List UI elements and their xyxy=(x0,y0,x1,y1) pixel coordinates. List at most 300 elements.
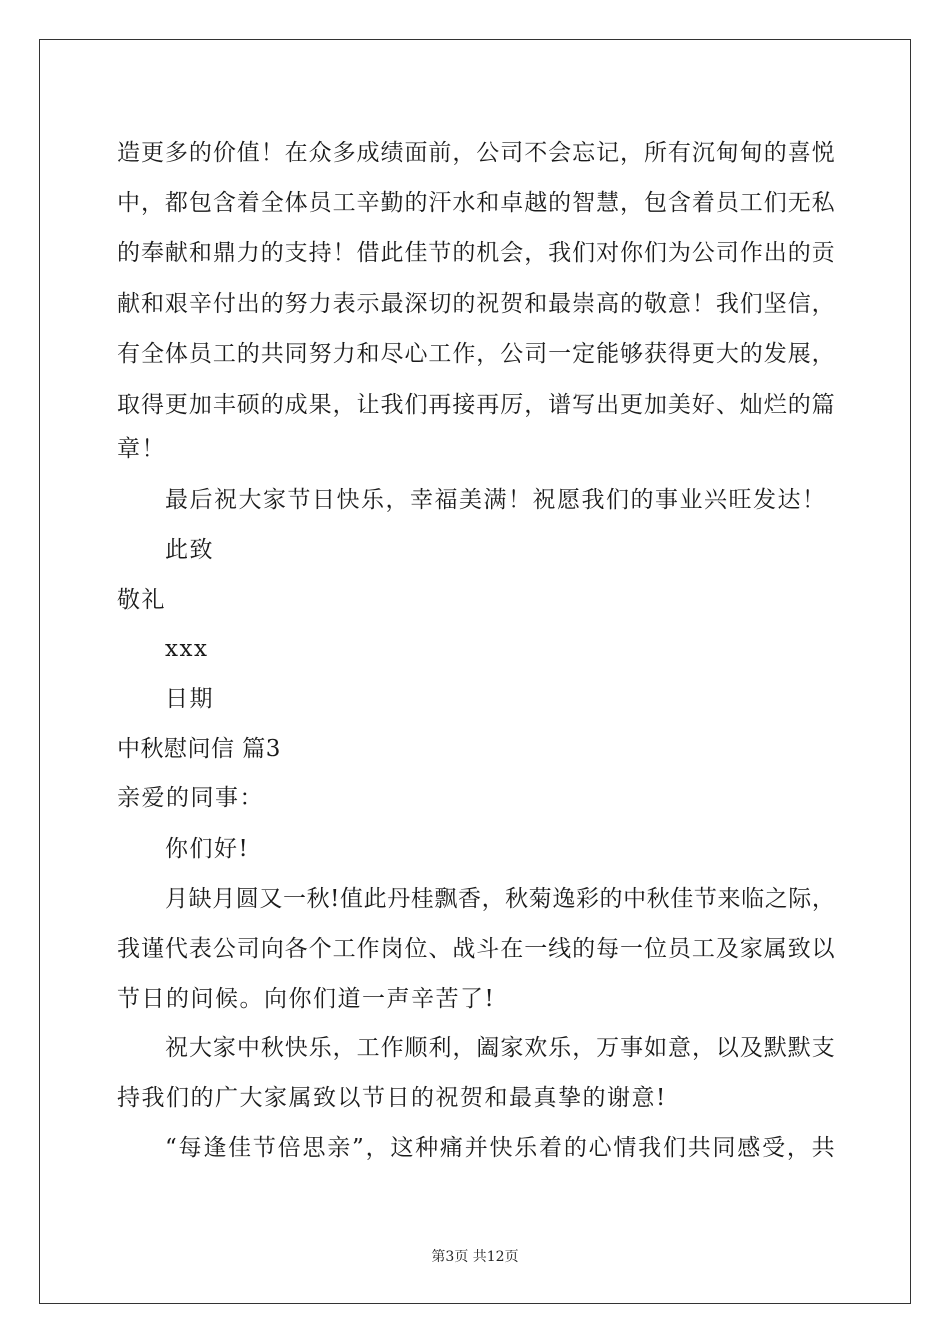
text-char: 不 xyxy=(524,140,548,166)
text-char: 展 xyxy=(787,341,811,367)
text-char: 的 xyxy=(260,392,284,418)
text-char: 灿 xyxy=(739,392,763,418)
text-char: 发 xyxy=(763,341,787,367)
text-line xyxy=(165,1032,835,1064)
text-char: 、 xyxy=(715,392,739,418)
text-char: 有 xyxy=(667,140,691,166)
text-char: ” xyxy=(352,1135,364,1161)
text-char: 菊 xyxy=(528,886,552,912)
text-char: 位 xyxy=(643,936,667,962)
text-char: 持 xyxy=(308,240,332,266)
text-char: 欢 xyxy=(524,1035,548,1061)
text-char: 心 xyxy=(404,341,428,367)
text-char: ， xyxy=(811,291,835,317)
text-char: 员 xyxy=(308,190,332,216)
greeting-hello: 你们好! xyxy=(165,836,250,862)
text-char: 同 xyxy=(712,1135,736,1161)
text-line: 持我们的广大家属致以节日的祝贺和最真挚的谢意! xyxy=(117,1085,667,1111)
text-char: 每 xyxy=(178,1135,202,1161)
text-char: ！ xyxy=(691,291,715,317)
text-char: 每 xyxy=(596,936,620,962)
text-char: 让 xyxy=(356,392,380,418)
text-char: 坚 xyxy=(763,291,787,317)
text-char: 谨 xyxy=(140,936,164,962)
text-char: 加 xyxy=(643,392,667,418)
text-char: 我 xyxy=(715,291,739,317)
text-char: ， xyxy=(786,1135,810,1161)
text-char: 的 xyxy=(117,240,140,266)
text-char: ！ xyxy=(260,140,284,166)
text-char: 节 xyxy=(252,1135,276,1161)
text-char: 一 xyxy=(620,936,644,962)
text-char: 成 xyxy=(356,140,380,166)
text-char: ， xyxy=(524,392,548,418)
text-char: 我 xyxy=(548,240,572,266)
text-char: 圆 xyxy=(235,886,259,912)
text-char: 尽 xyxy=(380,341,404,367)
text-char: 秋 xyxy=(306,886,330,912)
text-char: 的 xyxy=(452,240,476,266)
text-char: 的 xyxy=(572,936,596,962)
text-char: ， xyxy=(332,392,356,418)
text-char: 香 xyxy=(457,886,481,912)
text-char: ， xyxy=(620,140,644,166)
text-char: 得 xyxy=(140,392,164,418)
text-char: 造 xyxy=(117,140,140,166)
text-char: 顺 xyxy=(404,1035,428,1061)
text-char: 佳 xyxy=(670,886,694,912)
text-char: 快 xyxy=(284,1035,308,1061)
text-char: 深 xyxy=(404,291,428,317)
text-char: 佳 xyxy=(404,240,428,266)
text-char: 作 xyxy=(380,1035,404,1061)
text-char: 付 xyxy=(212,291,236,317)
text-char: 一 xyxy=(282,886,306,912)
text-line xyxy=(165,1132,835,1164)
text-char: 的 xyxy=(599,886,623,912)
text-char: 节 xyxy=(693,886,717,912)
text-char: 以 xyxy=(811,936,835,962)
text-char: 桂 xyxy=(410,886,434,912)
text-char: 乐 xyxy=(548,1035,572,1061)
text-char: 意 xyxy=(668,1035,692,1061)
text-char: 奉 xyxy=(140,240,164,266)
text-char: 努 xyxy=(308,341,332,367)
text-char: 再 xyxy=(428,392,452,418)
text-char: 多 xyxy=(164,140,188,166)
text-char: 取 xyxy=(117,392,140,418)
text-char: 悦 xyxy=(811,140,835,166)
text-char: 和 xyxy=(524,291,548,317)
text-char: 众 xyxy=(308,140,332,166)
text-char: 体 xyxy=(164,341,188,367)
text-char: 绩 xyxy=(380,140,404,166)
salutation-cizhi: 此致 xyxy=(165,537,214,563)
text-char: 意 xyxy=(667,291,691,317)
text-char: 表 xyxy=(332,291,356,317)
text-char: 秋 xyxy=(505,886,529,912)
text-char: 月 xyxy=(212,886,236,912)
text-char: 乐 xyxy=(514,1135,538,1161)
text-char: 的 xyxy=(763,140,787,166)
text-char: 公 xyxy=(212,936,236,962)
text-char: 我 xyxy=(380,392,404,418)
text-char: 更 xyxy=(140,140,164,166)
text-char: 信 xyxy=(787,291,811,317)
text-char: 所 xyxy=(643,140,667,166)
text-char: 战 xyxy=(452,936,476,962)
text-char: 乐 xyxy=(308,1035,332,1061)
text-char: 汗 xyxy=(428,190,452,216)
text-char: 在 xyxy=(284,140,308,166)
text-char: 多 xyxy=(332,140,356,166)
text-char: 着 xyxy=(539,1135,563,1161)
text-char: 值 xyxy=(236,140,260,166)
text-char: 事 xyxy=(620,1035,644,1061)
text-char: 的 xyxy=(787,392,811,418)
text-char: 这 xyxy=(390,1135,414,1161)
text-char: 一 xyxy=(524,936,548,962)
text-char: 工 xyxy=(332,190,356,216)
text-char: 工 xyxy=(691,936,715,962)
text-char: 工 xyxy=(212,341,236,367)
text-char: 司 xyxy=(524,341,548,367)
text-char: 员 xyxy=(188,341,212,367)
text-char: 中 xyxy=(117,190,140,216)
text-char: 阖 xyxy=(476,1035,500,1061)
text-char: 的 xyxy=(563,1135,587,1161)
text-char: 力 xyxy=(332,341,356,367)
text-char: 秋 xyxy=(646,886,670,912)
text-char: 出 xyxy=(236,291,260,317)
text-char: “ xyxy=(165,1135,177,1161)
text-char: 值 xyxy=(340,886,363,912)
text-char: 的 xyxy=(452,291,476,317)
text-char: 成 xyxy=(284,392,308,418)
text-char: 各 xyxy=(284,936,308,962)
text-char: 思 xyxy=(302,1135,326,1161)
text-char: 作 xyxy=(739,240,763,266)
text-char: 的 xyxy=(236,341,260,367)
text-char: 和 xyxy=(476,190,500,216)
text-char: 默 xyxy=(787,1035,811,1061)
text-char: 甸 xyxy=(739,140,763,166)
text-char: 作 xyxy=(452,341,476,367)
text-char: 共 xyxy=(260,341,284,367)
text-char: 篇 xyxy=(811,392,835,418)
text-char: 着 xyxy=(236,190,260,216)
text-char: 再 xyxy=(476,392,500,418)
text-char: 司 xyxy=(500,140,524,166)
text-char: 临 xyxy=(741,886,765,912)
text-char: 共 xyxy=(811,1135,835,1161)
date-label: 日期 xyxy=(165,686,214,712)
text-char: ， xyxy=(481,886,505,912)
text-char: 我 xyxy=(638,1135,662,1161)
text-char: 缺 xyxy=(188,886,212,912)
text-char: 和 xyxy=(188,240,212,266)
text-char: 家 xyxy=(500,1035,524,1061)
text-char: 和 xyxy=(140,291,164,317)
text-char: 秋 xyxy=(260,1035,284,1061)
page-border xyxy=(39,39,911,1304)
text-char: 倍 xyxy=(277,1135,301,1161)
text-line xyxy=(117,137,835,169)
text-char: ， xyxy=(524,240,548,266)
text-char: 及 xyxy=(739,1035,763,1061)
text-char: 中 xyxy=(623,886,647,912)
text-char: 作 xyxy=(356,936,380,962)
text-char: 勤 xyxy=(380,190,404,216)
text-char: 大 xyxy=(715,341,739,367)
text-char: ， xyxy=(811,886,835,912)
text-char: 包 xyxy=(643,190,667,216)
text-char: 大 xyxy=(188,1035,212,1061)
text-char: 够 xyxy=(620,341,644,367)
text-char: 体 xyxy=(284,190,308,216)
text-char: 美 xyxy=(667,392,691,418)
text-char: 佳 xyxy=(228,1135,252,1161)
text-char: 忘 xyxy=(572,140,596,166)
text-char: 智 xyxy=(572,190,596,216)
text-char: ， xyxy=(452,1035,476,1061)
text-char: 着 xyxy=(691,190,715,216)
text-char: 的 xyxy=(260,291,284,317)
text-char: 鼎 xyxy=(212,240,236,266)
text-char: 利 xyxy=(428,1035,452,1061)
text-char: 一 xyxy=(548,341,572,367)
text-char: 为 xyxy=(667,240,691,266)
text-char: 共 xyxy=(687,1135,711,1161)
text-char: 代 xyxy=(164,936,188,962)
text-char: 获 xyxy=(643,341,667,367)
text-char: ， xyxy=(572,1035,596,1061)
text-char: 祝 xyxy=(165,1035,188,1061)
text-char: ， xyxy=(452,140,476,166)
text-char: 切 xyxy=(428,291,452,317)
text-char: 种 xyxy=(415,1135,439,1161)
text-char: 如 xyxy=(644,1035,668,1061)
text-char: 个 xyxy=(308,936,332,962)
text-char: 记 xyxy=(596,140,620,166)
text-char: 对 xyxy=(596,240,620,266)
text-char: 的 xyxy=(548,190,572,216)
text-char: 甸 xyxy=(715,140,739,166)
text-char: 力 xyxy=(308,291,332,317)
text-char: 含 xyxy=(212,190,236,216)
text-char: 受 xyxy=(762,1135,786,1161)
text-char: ， xyxy=(140,190,164,216)
text-char: 更 xyxy=(620,392,644,418)
text-char: 会 xyxy=(548,140,572,166)
text-char: 们 xyxy=(662,1135,686,1161)
text-char: 接 xyxy=(452,392,476,418)
text-char: 们 xyxy=(763,190,787,216)
text-char: 员 xyxy=(667,936,691,962)
text-char: 工 xyxy=(356,1035,380,1061)
text-char: 谱 xyxy=(548,392,572,418)
text-char: 们 xyxy=(739,291,763,317)
text-char: 示 xyxy=(356,291,380,317)
text-char: 逸 xyxy=(552,886,576,912)
text-char: 包 xyxy=(188,190,212,216)
text-char: 公 xyxy=(500,341,524,367)
text-char: 更 xyxy=(691,341,715,367)
text-char: 沉 xyxy=(691,140,715,166)
text-char: 辛 xyxy=(188,291,212,317)
text-char: 定 xyxy=(572,341,596,367)
signature: xxx xyxy=(165,636,209,662)
section-title: 中秋慰问信 篇3 xyxy=(117,736,281,762)
text-char: 司 xyxy=(236,936,260,962)
page-number: 第3页 共12页 xyxy=(431,1249,519,1265)
text-char: 致 xyxy=(787,936,811,962)
text-char: 最 xyxy=(380,291,404,317)
text-line xyxy=(117,338,835,370)
text-char: 加 xyxy=(188,392,212,418)
text-char: 斗 xyxy=(476,936,500,962)
text-char: 果 xyxy=(308,392,332,418)
text-char: 又 xyxy=(259,886,283,912)
text-char: 出 xyxy=(596,392,620,418)
greeting: 亲爱的同事： xyxy=(117,785,264,811)
text-char: 会 xyxy=(500,240,524,266)
text-char: ! xyxy=(330,886,340,912)
text-char: 彩 xyxy=(575,886,599,912)
text-char: 及 xyxy=(715,936,739,962)
text-char: 的 xyxy=(188,140,212,166)
text-char: 亲 xyxy=(327,1135,351,1161)
text-char: 们 xyxy=(643,240,667,266)
text-char: 祝 xyxy=(476,291,500,317)
text-char: 献 xyxy=(164,240,188,266)
text-char: ， xyxy=(811,341,835,367)
text-char: 贺 xyxy=(500,291,524,317)
text-char: 得 xyxy=(667,341,691,367)
text-char: 以 xyxy=(715,1035,739,1061)
text-char: 痛 xyxy=(439,1135,463,1161)
text-char: 写 xyxy=(572,392,596,418)
text-line: 节日的问候。向你们道一声辛苦了! xyxy=(117,986,496,1012)
text-char: 厉 xyxy=(500,392,524,418)
text-char: 月 xyxy=(165,886,188,912)
text-char: 你 xyxy=(620,240,644,266)
text-char: 们 xyxy=(572,240,596,266)
text-char: 前 xyxy=(428,140,452,166)
text-char: ！ xyxy=(332,240,356,266)
text-char: 情 xyxy=(613,1135,637,1161)
text-char: 司 xyxy=(715,240,739,266)
text-char: 和 xyxy=(356,341,380,367)
text-char: 并 xyxy=(464,1135,488,1161)
text-char: 的 xyxy=(260,240,284,266)
text-line: 章！ xyxy=(117,436,166,462)
closing-wish: 最后祝大家节日快乐，幸福美满！祝愿我们的事业兴旺发达！ xyxy=(165,487,827,513)
text-char: 员 xyxy=(715,190,739,216)
text-char: 际 xyxy=(788,886,812,912)
text-char: 支 xyxy=(284,240,308,266)
text-char: 节 xyxy=(428,240,452,266)
text-char: 工 xyxy=(739,190,763,216)
text-char: 高 xyxy=(596,291,620,317)
text-char: 机 xyxy=(476,240,500,266)
text-char: 岗 xyxy=(380,936,404,962)
text-char: 的 xyxy=(739,341,763,367)
text-char: 无 xyxy=(787,190,811,216)
text-char: 家 xyxy=(739,936,763,962)
text-char: 在 xyxy=(500,936,524,962)
text-char: 价 xyxy=(212,140,236,166)
text-char: 的 xyxy=(620,291,644,317)
text-char: 都 xyxy=(164,190,188,216)
text-char: 丹 xyxy=(387,886,411,912)
text-char: ， xyxy=(332,1035,356,1061)
text-char: 更 xyxy=(164,392,188,418)
text-char: 表 xyxy=(188,936,212,962)
text-char: 崇 xyxy=(572,291,596,317)
text-char: 逢 xyxy=(203,1135,227,1161)
text-char: 私 xyxy=(811,190,835,216)
text-char: 全 xyxy=(140,341,164,367)
text-char: 之 xyxy=(764,886,788,912)
text-char: 支 xyxy=(811,1035,835,1061)
text-char: 越 xyxy=(524,190,548,216)
text-char: 位 xyxy=(404,936,428,962)
text-char: 来 xyxy=(717,886,741,912)
text-char: 、 xyxy=(428,936,452,962)
text-char: 卓 xyxy=(500,190,524,216)
text-char: 慧 xyxy=(596,190,620,216)
text-line xyxy=(117,933,835,965)
text-line xyxy=(165,883,835,915)
text-char: 的 xyxy=(404,190,428,216)
text-char: 辛 xyxy=(356,190,380,216)
text-char: 线 xyxy=(548,936,572,962)
text-char: 我 xyxy=(117,936,140,962)
text-char: 献 xyxy=(117,291,140,317)
text-char: ， xyxy=(620,190,644,216)
text-char: 快 xyxy=(489,1135,513,1161)
text-char: 公 xyxy=(691,240,715,266)
text-char: 飘 xyxy=(434,886,458,912)
text-char: 有 xyxy=(117,341,140,367)
text-char: 贡 xyxy=(811,240,835,266)
text-char: 水 xyxy=(452,190,476,216)
text-line xyxy=(117,187,835,219)
text-char: ， xyxy=(691,1035,715,1061)
text-char: 出 xyxy=(763,240,787,266)
text-char: 好 xyxy=(691,392,715,418)
text-char: 面 xyxy=(404,140,428,166)
text-char: 敬 xyxy=(643,291,667,317)
text-char: 最 xyxy=(548,291,572,317)
text-char: 喜 xyxy=(787,140,811,166)
text-char: 力 xyxy=(236,240,260,266)
text-char: 心 xyxy=(588,1135,612,1161)
text-char: ， xyxy=(365,1135,389,1161)
text-char: 公 xyxy=(476,140,500,166)
text-char: 的 xyxy=(787,240,811,266)
text-char: 能 xyxy=(596,341,620,367)
text-char: 硕 xyxy=(236,392,260,418)
text-char: 烂 xyxy=(763,392,787,418)
text-char: 感 xyxy=(737,1135,761,1161)
text-char: 此 xyxy=(363,886,387,912)
text-char: 属 xyxy=(763,936,787,962)
text-line xyxy=(117,288,835,320)
salutation-jingli: 敬礼 xyxy=(117,587,166,613)
text-line xyxy=(117,389,835,421)
